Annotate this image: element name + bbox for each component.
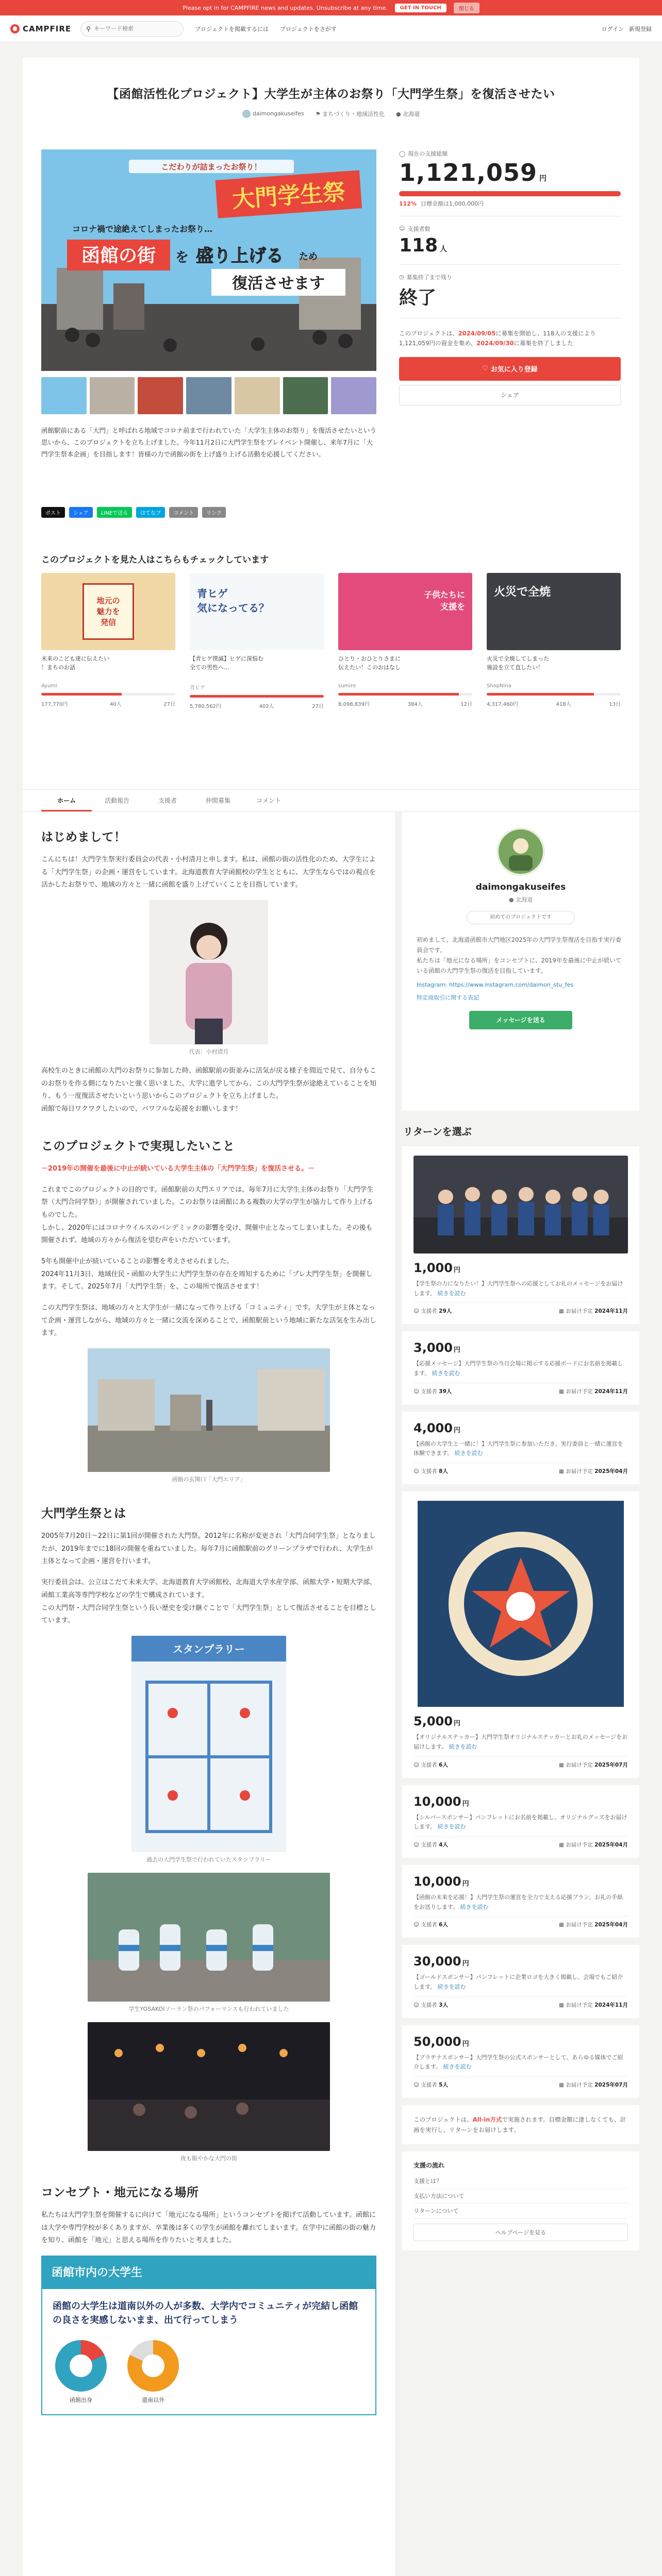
progress-bar — [399, 191, 621, 196]
raised-amount: 1,121,059 円 — [399, 159, 547, 187]
tab-recruit[interactable]: 仲間募集 — [205, 797, 230, 804]
tag-icon: ⚑ — [315, 111, 323, 117]
reward-price: 10,000 円 — [413, 1794, 469, 1809]
related-card[interactable] — [487, 573, 621, 709]
card-title: 火災で全焼してしまった 施設を立て直したい！ — [487, 655, 549, 671]
read-more-link[interactable]: 続きを読む — [437, 1823, 466, 1831]
remaining-label: 募集終了まで残り — [406, 274, 452, 281]
pin-icon: ● — [396, 111, 403, 117]
faq-title: 支援の流れ — [413, 2162, 445, 2170]
help-button[interactable]: ヘルプページを見る — [413, 2224, 628, 2241]
photo-caption: 夜も賑やかな大門の街 — [180, 2155, 237, 2162]
owner-experience: 初めてのプロジェクトです — [467, 911, 575, 924]
faq-item[interactable]: リターンについて — [413, 2204, 628, 2218]
pie-label: 函館出身 — [70, 2396, 92, 2403]
card-title: 【青ヒゲ撲滅】ヒゲに深悩む 全ての男性へ… — [190, 655, 263, 671]
share-button[interactable]: シェア — [399, 385, 621, 405]
hero-main-text: 大門学生祭 — [231, 179, 346, 213]
card-owner: ShopNina — [487, 683, 511, 689]
card-owner: Ayumi — [41, 683, 57, 689]
photo-caption: 函館の玄関口「大門エリア」 — [172, 1476, 246, 1483]
user-icon: ☺ — [413, 1388, 421, 1395]
login-link[interactable]: ログイン — [601, 25, 624, 32]
send-message-button[interactable]: メッセージを送る — [469, 1011, 572, 1029]
hero-line2: 函館の街 — [81, 245, 156, 266]
card-progress-fill — [338, 693, 459, 696]
backers-count: 118 人 — [399, 234, 448, 256]
rewards-heading: リターンを選ぶ — [403, 1126, 472, 1138]
reward-card[interactable] — [402, 1865, 639, 1938]
photo-caption: 過去の大門学生祭で行われていたスタンプラリー — [146, 1856, 271, 1863]
all-in-note: このプロジェクトは、All-in方式で実施されます。目標金額に達しなくても、計画を実行し、リターンをお届けします。 — [402, 2105, 639, 2144]
night-photo — [88, 2022, 330, 2151]
comment-button[interactable]: コメント — [169, 507, 198, 518]
card-stats: 177,770円 40人 27日 — [41, 702, 175, 707]
reward-footer: ☺ 支援者 29人 ▦ お届け予定 2024年11月 — [413, 1302, 628, 1315]
banner-close-button[interactable]: 閉じる — [454, 3, 479, 13]
infobox-text: 函館の大学生は道南以外の人が多数、大学内でコミュニティが完結し函館の良さを実感しないまま、出て行ってしまう — [53, 2300, 358, 2326]
card-stats: 4,317,460円 418人 13日 — [487, 702, 621, 707]
reward-price: 1,000 円 — [413, 1261, 460, 1275]
card-stats: 8,098,839円 384人 12日 — [338, 702, 472, 707]
calendar-icon: ▦ — [559, 2082, 566, 2088]
funding-stats — [399, 149, 621, 405]
reward-price: 3,000 円 — [413, 1341, 460, 1355]
hero-line6: 復活させます — [232, 275, 325, 293]
thumbnail[interactable] — [138, 377, 183, 414]
calendar-icon: ▦ — [559, 1388, 566, 1395]
read-more-link[interactable]: 続きを読む — [437, 1983, 466, 1990]
end-note: このプロジェクトは、2024/09/05に募集を開始し、118人の支援により1,121,059円の資金を集め、2024/09/30に募集を終了しました — [399, 329, 596, 347]
owner-legal-link[interactable]: 特定商取引に関する表記 — [417, 994, 479, 1001]
read-more-link[interactable]: 続きを読む — [437, 1290, 466, 1297]
card-image: 青ヒゲ 気になってる？ — [190, 573, 324, 650]
reward-list — [402, 1146, 639, 2098]
reward-price: 10,000 円 — [413, 1874, 469, 1889]
reward-image — [413, 1156, 628, 1253]
project-main — [23, 58, 639, 789]
reward-image — [413, 1501, 628, 1707]
goal-text: 112% 目標金額は1,000,000円 — [399, 200, 484, 207]
reward-card[interactable] — [402, 1945, 639, 2018]
read-more-link[interactable]: 続きを読む — [454, 1450, 483, 1457]
reward-card[interactable] — [402, 1785, 639, 1858]
card-progress — [190, 695, 324, 698]
nav-link-explore[interactable]: プロジェクトをさがす — [279, 25, 337, 32]
faq-box — [402, 2151, 639, 2250]
card-image: 火災で全焼 — [487, 573, 621, 650]
card-title: 未来のこども達に伝えたい ！まちのお話 — [41, 655, 109, 671]
share-facebook-button[interactable]: シェア — [69, 507, 93, 518]
reward-card[interactable] — [402, 2025, 639, 2098]
paragraph: この大門学生祭は、地域の方々と大学生が一緒になって作り上げる「コミュニティ」です。大学生が主体となって企画・運営しながら、地域の方々と一緒に交流を深めることで、函館駅前という地域に新たな活気を生み出します。 — [41, 1304, 376, 1337]
tab-bar — [23, 789, 639, 812]
thumbnail[interactable] — [235, 377, 280, 414]
tab-home[interactable]: ホーム — [41, 790, 92, 811]
owner-bio: 初めまして。北海道函館市大門地区2025年の大門学生祭復活を目指す実行委員会です。 私たちは「地元になる場所」をコンセプトに、2019年を最後に中止が続いている函館の大門学生祭の復活を目指しています。 — [417, 936, 622, 975]
paragraph: こんにちは！大門学生祭実行委員会の代表・小村清月と申します。私は、函館の街の活性化のため、大学生による「大門学生祭」の企画・運営をしています。北海道教育大学函館校の学生とともに、大学生ならではの視点を活かしたお祭りで、地域の方々と一緒に函館を盛り上げていくことを目指しています。 — [41, 856, 376, 889]
calendar-icon: ▦ — [559, 1468, 566, 1475]
share-line-button[interactable]: LINEで送る — [97, 507, 132, 518]
faq-item[interactable]: 支援とは？ — [413, 2174, 628, 2189]
representative-photo — [150, 900, 268, 1044]
progress-fill — [399, 191, 621, 196]
site-header — [0, 15, 662, 42]
owner-avatar[interactable] — [496, 827, 545, 876]
infobox-title: 函館市内の大学生 — [41, 2256, 376, 2288]
pie-label: 道南以外 — [142, 2396, 164, 2403]
thumbnail-strip — [41, 377, 376, 414]
paragraph: 私たちは大門学生祭を開催するに向けて「地元になる場所」というコンセプトを掲げて活動しています。函館には大学や専門学校が多くありますが、卒業後は多くの学生が函館を離れてしまいます。在学中に函館の街の魅力を知り、函館を「地元」と思える場所を作りたいと考えました。 — [41, 2211, 376, 2245]
sidebar — [402, 812, 639, 2250]
pie-chart — [125, 2337, 181, 2404]
reward-price: 5,000 円 — [413, 1714, 460, 1729]
read-more-link[interactable]: 続きを読む — [443, 2063, 472, 2071]
owner-instagram-link[interactable]: Instagram: https://www.instagram.com/daimon_stu_fes — [417, 981, 574, 988]
hero-line5: ため — [299, 251, 318, 262]
infobox — [41, 2288, 376, 2415]
thumbnail[interactable] — [90, 377, 135, 414]
owner-name[interactable]: daimongakuseifes — [475, 882, 566, 892]
location-link[interactable]: ● 北海道 — [396, 111, 420, 117]
reward-description: 【函館の大学生と一緒に！】大門学生祭に参加いただき、実行委員と一緒に運営を体験できます。 続きを読む — [413, 1440, 623, 1457]
hero-line1: コロナ禍で途絶えてしまったお祭り… — [72, 224, 213, 234]
user-icon: ☺ — [399, 225, 405, 232]
banner-cta-button[interactable]: GET IN TOUCH — [395, 4, 446, 12]
hero-line4: 盛り上げる — [196, 246, 284, 266]
nav-link-post[interactable]: プロジェクトを掲載するには — [195, 25, 269, 32]
user-icon: ☺ — [413, 1468, 421, 1475]
owner-card — [402, 812, 639, 1111]
reward-footer: ☺ 支援者 39人 ▦ お届け予定 2024年11月 — [413, 1383, 628, 1395]
reward-description: 【シルバースポンサー】パンフレットにお名前を掲載し、オリジナルグッズをお届けします。 続きを読む — [413, 1814, 627, 1831]
calendar-icon: ▦ — [559, 1922, 566, 1928]
reward-card[interactable] — [402, 1331, 639, 1404]
reward-description: 【学生祭の力になりたい！】大門学生祭への応援としてお礼のメッセージをお届けします。 続きを読む — [413, 1280, 623, 1297]
user-icon: ☺ — [413, 1922, 421, 1928]
tab-reports[interactable]: 活動報告 — [104, 797, 129, 804]
reward-footer: ☺ 支援者 8人 ▦ お届け予定 2025年04月 — [413, 1463, 628, 1475]
account-links — [602, 25, 652, 33]
paragraph: 5年も開催中止が続いていることの影響を考えさせられました。 2024年11月3日、地域住民・函館の大学生に大門学生祭の存在を周知するために「プレ大門学生祭」を開催します。そして、2025年7月「大門学生祭」を、この場所で復活させます！ — [41, 1257, 373, 1291]
thumbnail[interactable] — [186, 377, 231, 414]
owner-location: ● 北海道 — [508, 896, 533, 903]
section-heading: はじめまして！ — [41, 831, 126, 844]
avatar — [242, 110, 251, 118]
reward-footer: ☺ 支援者 6人 ▦ お届け予定 2025年04月 — [413, 1916, 628, 1928]
reward-price: 50,000 円 — [413, 2034, 469, 2049]
yosakoi-photo — [88, 1873, 330, 2002]
tab-comments[interactable]: コメント — [256, 797, 281, 804]
card-progress — [338, 693, 472, 696]
user-icon: ☺ — [413, 1308, 421, 1315]
calendar-icon: ▦ — [559, 1761, 566, 1768]
logo-text: CAMPFIRE — [23, 24, 72, 33]
clock-icon: ◷ — [399, 274, 404, 281]
thumbnail[interactable] — [41, 377, 87, 414]
user-icon: ☺ — [413, 2082, 421, 2088]
reward-price: 4,000 円 — [413, 1420, 460, 1435]
reward-card[interactable] — [402, 1146, 639, 1324]
favorite-button[interactable]: ♡ お気に入り登録 — [399, 357, 621, 381]
thumbnail[interactable] — [331, 377, 376, 414]
photo-caption: 代表：小村清月 — [189, 1048, 229, 1056]
pie-chart — [53, 2337, 109, 2404]
reward-footer: ☺ 支援者 3人 ▦ お届け予定 2024年11月 — [413, 1996, 628, 2009]
related-card[interactable] — [190, 573, 324, 709]
read-more-link[interactable]: 続きを読む — [432, 1370, 460, 1377]
share-hatena-button[interactable]: はてなブ — [136, 507, 165, 518]
card-owner: 青ヒゲ — [190, 685, 205, 691]
card-stats: 5,780,562円 402人 27日 — [190, 704, 324, 709]
user-icon: ☺ — [413, 1841, 421, 1848]
section-heading: コンセプト・地元になる場所 — [41, 2185, 199, 2199]
signup-link[interactable]: 新規登録 — [629, 25, 652, 32]
owner-link[interactable]: daimongakuseifes — [242, 110, 304, 118]
map-title: スタンプラリー — [173, 1642, 245, 1655]
card-image: 子供たちに 支援を — [338, 573, 472, 650]
reward-price: 30,000 円 — [413, 1954, 469, 1969]
tab-backers[interactable]: 支援者 — [158, 797, 177, 804]
highlight-text: －2019年の開催を最後に中止が続いている大学生主体の「大門学生祭」を復活させる。－ — [41, 1164, 315, 1173]
card-title: ひとり・おひとりさまに 伝えたい！このおはなし — [338, 655, 401, 671]
reward-card[interactable] — [402, 1412, 639, 1484]
search-box[interactable] — [80, 21, 184, 37]
street-photo — [88, 1348, 330, 1472]
related-card[interactable] — [41, 573, 175, 709]
paragraph: これまでこのプロジェクトの目的です。函館駅前の大門エリアでは、毎年7月に大学生主体のお祭り「大門学生祭（大門合同学祭）」が開催されていました。このお祭りは函館にある複数の大学の学生が協力して作り上げるものでした。 しかし、2020年にはコロナウイルスのパンデミックの影響を受け、開催中止となってしまいました。その後も開催されず、地域の方々から復活を望む声をいただいています。 — [41, 1185, 374, 1245]
read-more-link[interactable]: 続きを読む — [460, 1903, 489, 1910]
card-image: 地元の 魅力を 発信 — [41, 573, 175, 650]
banner-text: Please opt in for CAMPFIRE news and updates. Unsubscribe at any time. — [183, 4, 388, 11]
pin-icon: ● — [508, 896, 516, 903]
money-icon: ◯ — [399, 150, 406, 157]
hero-line3: を — [175, 250, 189, 265]
article-body — [23, 812, 395, 2576]
section-heading: 大門学生祭とは — [41, 1507, 126, 1521]
read-more-link[interactable]: 続きを読む — [449, 1743, 477, 1750]
reward-card[interactable] — [402, 1492, 639, 1777]
reward-footer: ☺ 支援者 4人 ▦ お届け予定 2025年04月 — [413, 1836, 628, 1849]
user-icon: ☺ — [413, 1761, 421, 1768]
hero-top-text: こだわりが詰まったお祭り！ — [161, 162, 262, 172]
reward-description: 【プラチナスポンサー】大門学生祭の公式スポンサーとして、あらゆる媒体でご紹介します。 続きを読む — [413, 2054, 623, 2071]
reward-description: 【函館の未来を応援！】大門学生祭の運営を全力で支える応援プラン。お礼の手紙をお送りします。 続きを読む — [413, 1893, 623, 1910]
search-icon: ⚲ — [86, 25, 91, 32]
calendar-icon: ▦ — [559, 1841, 566, 1848]
card-progress-fill — [41, 693, 122, 696]
card-progress-fill — [190, 695, 324, 698]
reward-description: 【オリジナルステッカー】大門学生祭オリジナルステッカーとお礼のメッセージをお届けします。 続きを読む — [413, 1734, 628, 1750]
share-x-button[interactable]: ポスト — [41, 507, 65, 518]
category-link[interactable]: ⚑ まちづくり・地域活性化 — [315, 111, 385, 117]
paragraph: 実行委員会は、公立はこだて未来大学、北海道教育大学函館校、北海道大学水産学部、函館大学・短期大学部、函館工業高等専門学校などの学生で構成されています。 この大門祭・大門合同学生祭という長い歴史を受け継ぐことで「大門学生祭」として復活させることを目標としています。 — [41, 1579, 377, 1625]
calendar-icon: ▦ — [559, 1308, 566, 1315]
share-bar — [41, 507, 226, 518]
reward-description: 【ゴールドスポンサー】パンフレットに企業ロゴを大きく掲載し、会場でもご紹介します。 続きを読む — [413, 1974, 623, 1990]
paragraph: 2005年7月20日〜22日に第1回が開催された大門祭。2012年に名称が変更され「大門合同学生祭」となりましたが、2019年までに18回の開催を重ねていました。毎年7月に函館駅前のグリーンプラザで行われ、大学生が主体となって企画・運営を行います。 — [41, 1532, 376, 1566]
search-input[interactable] — [94, 26, 176, 32]
related-heading: このプロジェクトを見た人はこちらもチェックしています — [41, 555, 269, 565]
project-meta — [23, 110, 639, 118]
infobox-charts — [53, 2337, 365, 2404]
raised-label: 現在の支援総額 — [408, 150, 448, 157]
thumbnail[interactable] — [283, 377, 328, 414]
reward-footer: ☺ 支援者 5人 ▦ お届け予定 2025年07月 — [413, 2076, 628, 2089]
user-icon: ☺ — [413, 2002, 421, 2008]
card-progress-fill — [487, 693, 594, 696]
page-title: 【函館活性化プロジェクト】大学生が主体のお祭り「大門学生祭」を復活させたい — [107, 88, 555, 101]
calendar-icon: ▦ — [559, 2002, 566, 2008]
related-cards — [41, 573, 621, 709]
photo-caption: 学生YOSAKOIソーラン祭のパフォーマンスも行われていました — [128, 2005, 289, 2012]
section-heading: このプロジェクトで実現したいこと — [41, 1139, 235, 1153]
reward-footer: ☺ 支援者 6人 ▦ お届け予定 2025年07月 — [413, 1756, 628, 1769]
card-owner: sumire — [338, 683, 356, 689]
card-progress — [41, 693, 175, 696]
top-banner — [0, 0, 662, 15]
remaining-value: 終了 — [399, 287, 437, 309]
backers-label: 支援者数 — [407, 225, 431, 232]
paragraph: 高校生のときに函館の大門のお祭りに参加した時、函館駅前の街並みに活気が戻る様子を間近で見て、自分もこのお祭りを作る側になりたいと強く思いました。大学に進学してから、この大門学生祭が途絶えていることを知り、もう一度復活させたいという思いからこのプロジェクトを立ち上げました。 函館で毎日ワクワクしたいので、パワフルな応援をお願いします！ — [41, 1067, 377, 1113]
faq-item[interactable]: 支払い方法について — [413, 2189, 628, 2204]
hero-image[interactable] — [41, 149, 376, 371]
heart-icon: ♡ — [482, 365, 491, 373]
flame-icon — [10, 24, 20, 33]
project-summary: 函館駅前にある「大門」と呼ばれる地域でコロナ前まで行われていた「大学生主体のお祭り」を復活させたいという思いから、このプロジェクトを立ち上げました。今年11月2日に大門学生祭をプレイベント開催し、来年7月に「大門学生祭本企画」を目指します！皆様の力で函館の街を上げ盛り上げる活動を応援してください。 — [41, 427, 377, 459]
reward-description: 【応援メッセージ】大門学生祭の当日会場に掲示する応援ボードにお名前を掲載します。 続きを読む — [413, 1360, 623, 1377]
related-card[interactable] — [338, 573, 472, 709]
logo[interactable] — [10, 24, 71, 33]
stamp-rally-map — [131, 1636, 286, 1852]
card-progress — [487, 693, 621, 696]
copy-link-button[interactable]: リンク — [202, 507, 226, 518]
